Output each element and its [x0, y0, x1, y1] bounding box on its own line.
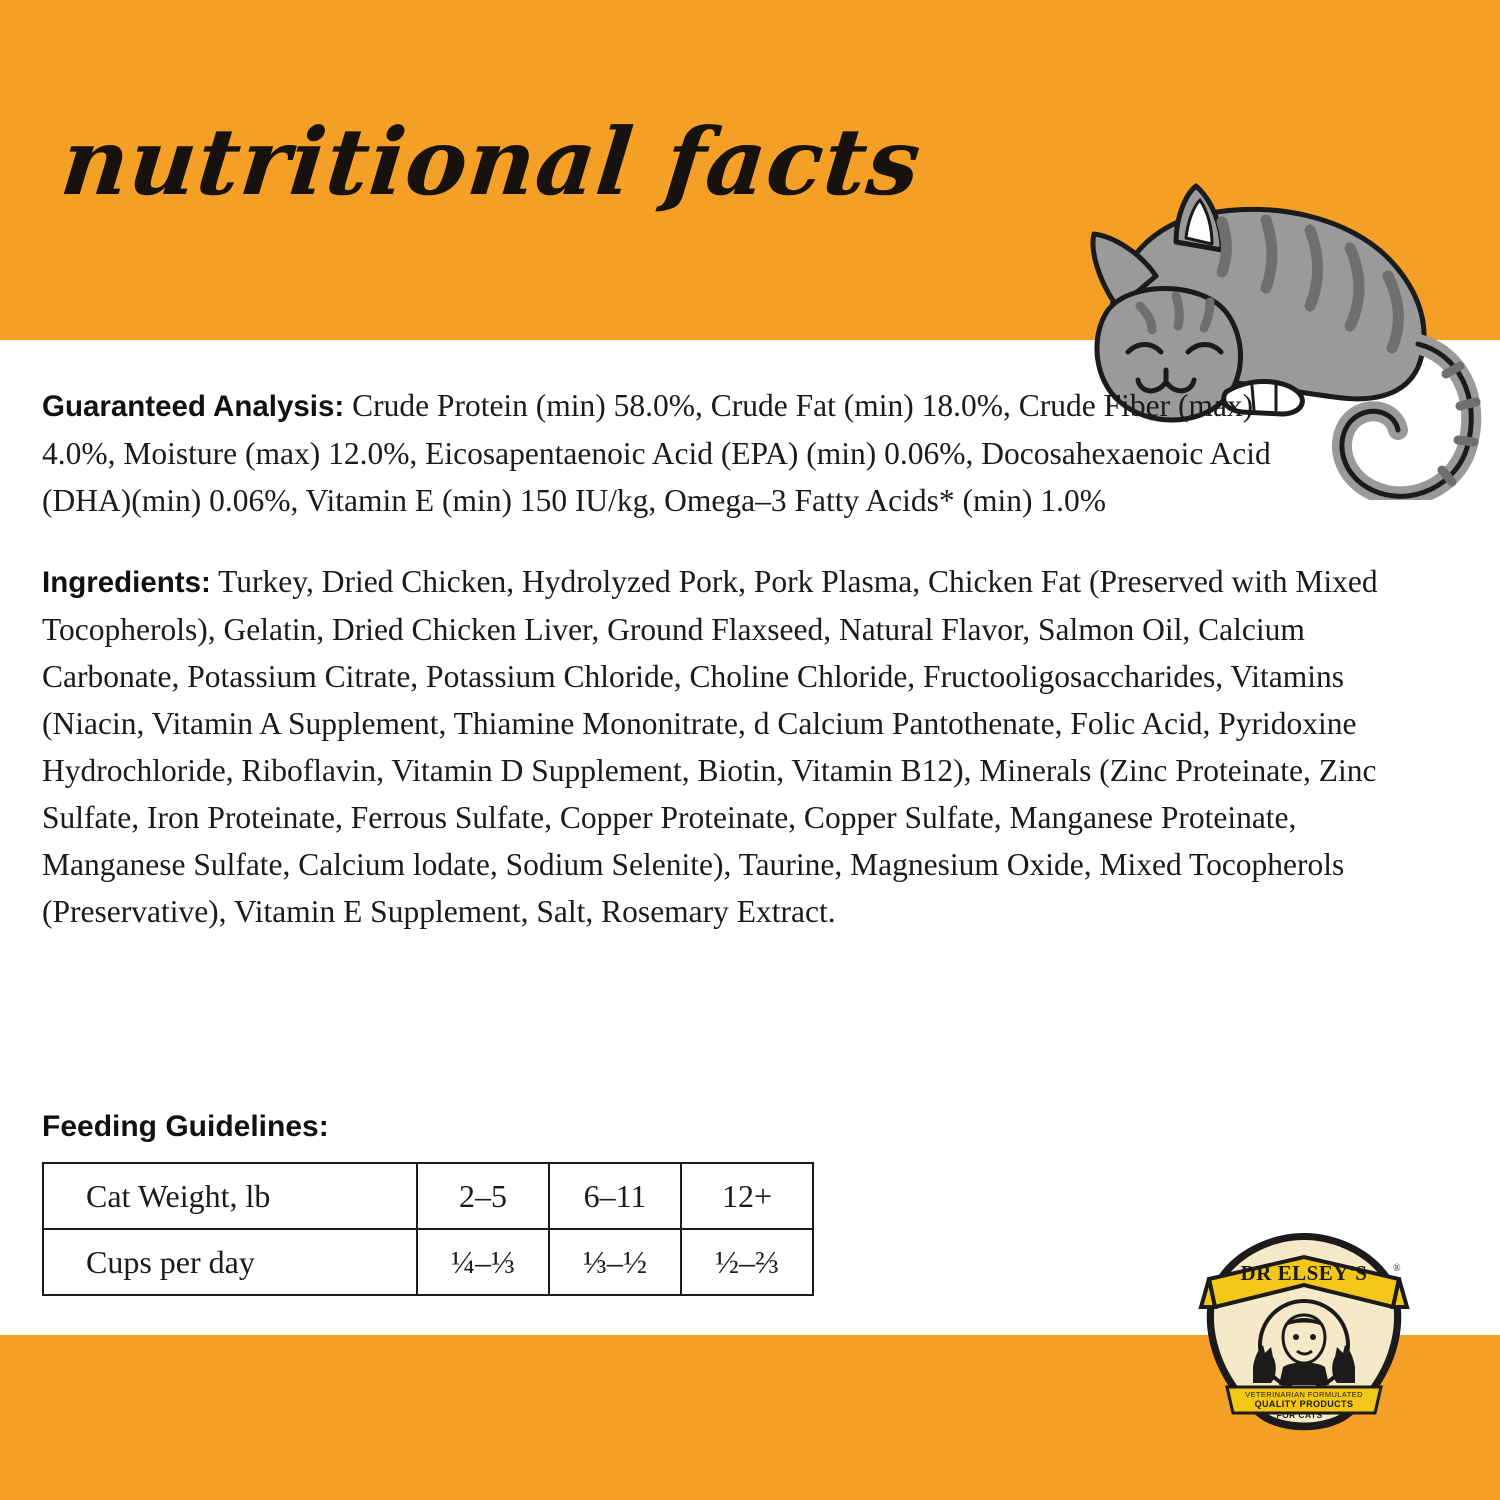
table-cell: ½–⅔ [681, 1229, 813, 1295]
svg-text:®: ® [1393, 1263, 1401, 1274]
logo-tagline-line3 [1412, 1227, 1413, 1228]
guaranteed-analysis-paragraph [42, 382, 1317, 524]
table-row-header: Cat Weight, lb [43, 1163, 417, 1229]
ingredients-paragraph [42, 558, 1432, 935]
logo-tagline-line1 [1412, 1227, 1413, 1228]
page-title: nutritional facts [56, 108, 927, 216]
guaranteed-analysis-text: Crude Protein (min) 58.0%, Crude Fat (min) 18.0%, Crude Fiber (max) 4.0%, Moisture (max) 12.0%, Eicosapentaenoic Acid (EPA) (min) 0.06%, Docosahexaenoic Acid (DHA)(min) 0.06%, Vitamin E (min) 150 IU/kg, Omega–3 Fatty Acids* (min) 1.0% [42, 388, 1271, 518]
svg-text:QUALITY PRODUCTS: QUALITY PRODUCTS [1254, 1399, 1354, 1409]
table-cell: ⅓–½ [549, 1229, 681, 1295]
svg-text:FOR CATS™: FOR CATS™ [1276, 1410, 1332, 1420]
dr-elseys-logo [1197, 1227, 1412, 1442]
svg-text:VETERINARIAN FORMULATED: VETERINARIAN FORMULATED [1245, 1390, 1363, 1399]
guaranteed-analysis-label: Guaranteed Analysis: [42, 390, 345, 423]
table-cell: 12+ [681, 1163, 813, 1229]
table-cell: 2–5 [417, 1163, 549, 1229]
feeding-guidelines-section [42, 1110, 842, 1296]
svg-text:DR ELSEY'S: DR ELSEY'S [1240, 1261, 1368, 1285]
table-cell: 6–11 [549, 1163, 681, 1229]
table-cell: ¼–⅓ [417, 1229, 549, 1295]
table-row [43, 1229, 813, 1295]
feeding-guidelines-table [42, 1162, 814, 1296]
logo-tagline-line2 [1412, 1227, 1413, 1228]
table-row-header: Cups per day [43, 1229, 417, 1295]
table-row [43, 1163, 813, 1229]
nutrition-text-content [42, 382, 1442, 969]
ingredients-text: Turkey, Dried Chicken, Hydrolyzed Pork, Pork Plasma, Chicken Fat (Preserved with Mixed Tocopherols), Gelatin, Dried Chicken Liver, Ground Flaxseed, Natural Flavor, Salmon Oil, Calcium Carbonate, Potassium Citrate, Potassium Chloride, Choline Chloride, Fructooligosaccharides, Vitamins (Niacin, Vitamin A Supplement, Thiamine Mononitrate, d Calcium Pantothenate, Folic Acid, Pyridoxine Hydrochloride, Riboflavin, Vitamin D Supplement, Biotin, Vitamin B12), Minerals (Zinc Proteinate, Zinc Sulfate, Iron Proteinate, Ferrous Sulfate, Copper Proteinate, Copper Sulfate, Manganese Proteinate, Manganese Sulfate, Calcium lodate, Sodium Selenite), Taurine, Magnesium Oxide, Mixed Tocopherols (Preservative), Vitamin E Supplement, Salt, Rosemary Extract. [42, 564, 1378, 929]
feeding-guidelines-title: Feeding Guidelines: [42, 1110, 329, 1143]
logo-brand-name [1412, 1227, 1413, 1228]
ingredients-label: Ingredients: [42, 566, 211, 599]
